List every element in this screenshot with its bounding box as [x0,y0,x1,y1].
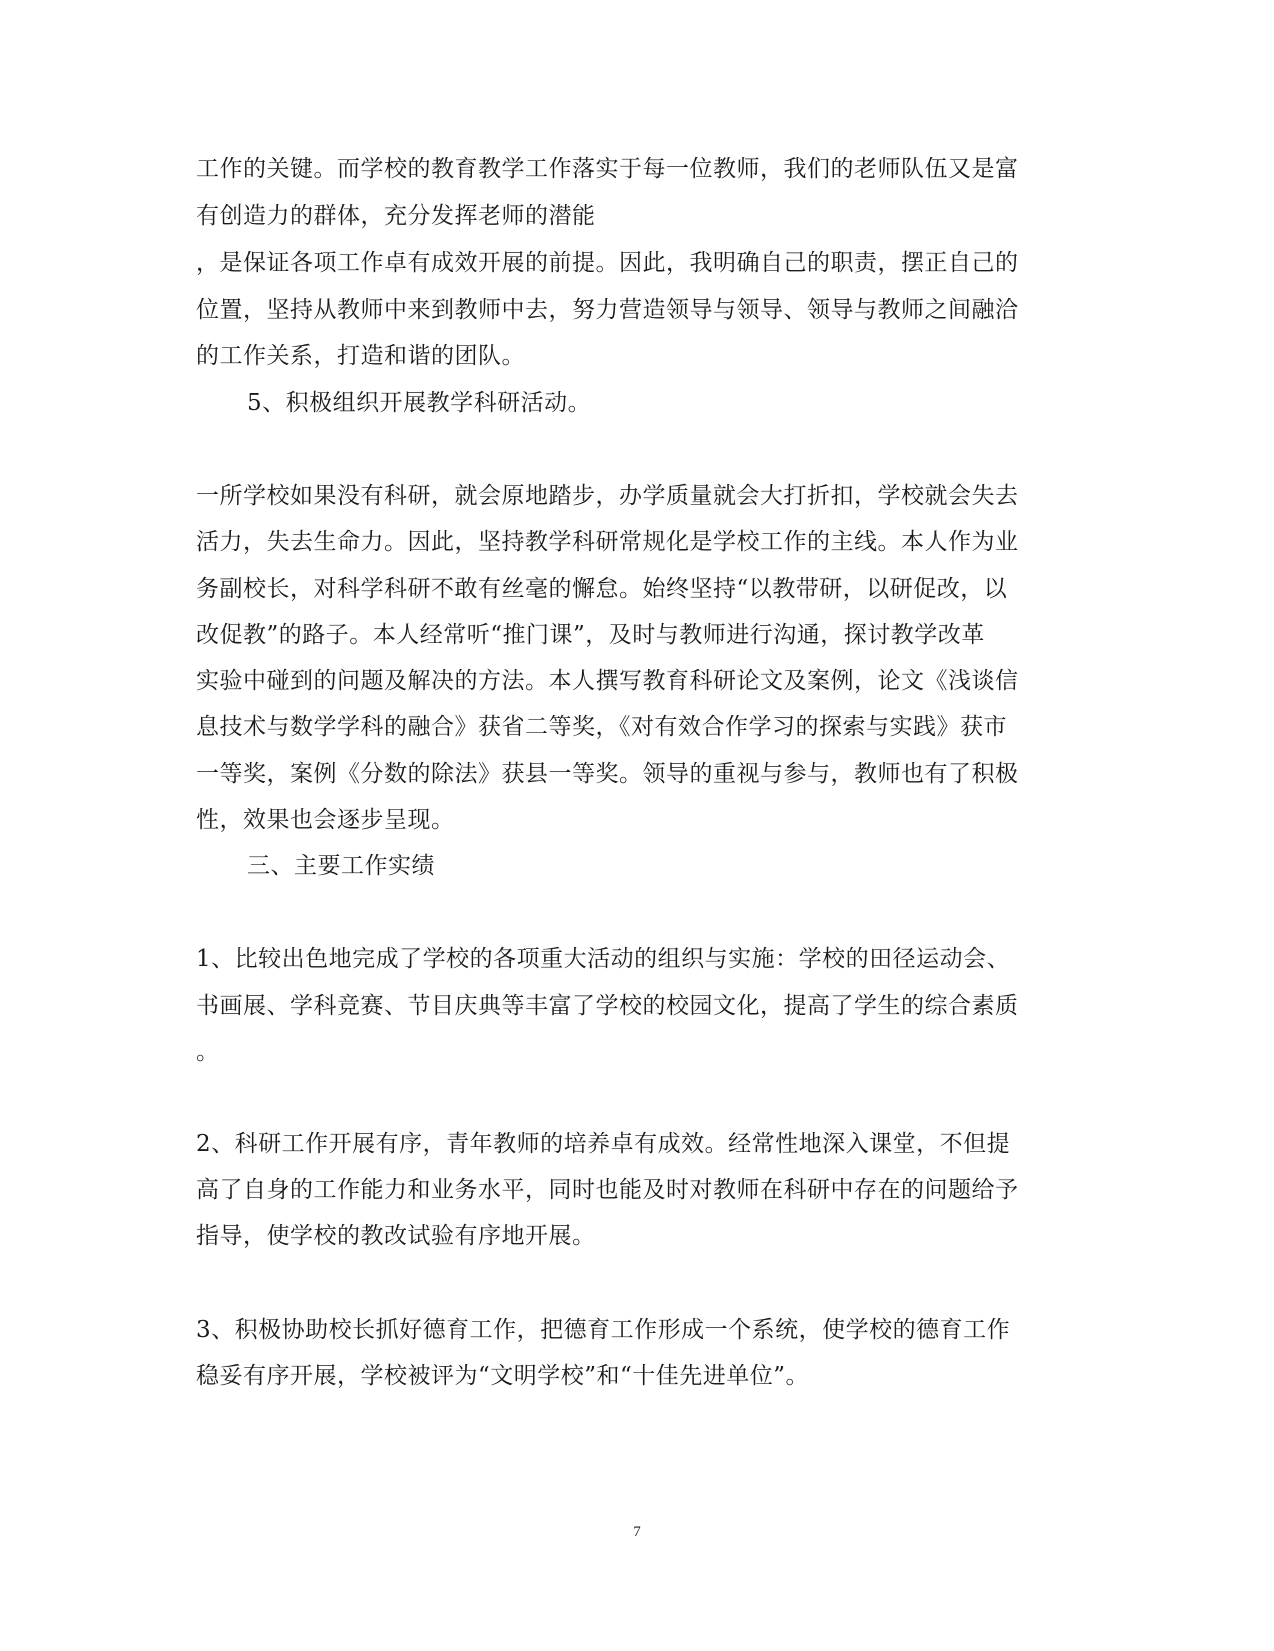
text-line: 改促教”的路子。本人经常听“推门课”，及时与教师进行沟通，探讨教学改革 [196,622,985,648]
text-line: ，是保证各项工作卓有成效开展的前提。因此，我明确自己的职责，摆正自己的 [196,250,1019,276]
text-line: 1、比较出色地完成了学校的各项重大活动的组织与实施：学校的田径运动会、 [196,946,1011,972]
text-line: 性，效果也会逐步呈现。 [196,807,455,833]
text-line: 位置，坚持从教师中来到教师中去，努力营造领导与领导、领导与教师之间融洽 [196,297,1019,323]
text-line: 息技术与数学学科的融合》获省二等奖，《对有效合作学习的探索与实践》获市 [196,714,1007,740]
section-heading: 三、主要工作实绩 [247,853,435,879]
text-line: 2、科研工作开展有序，青年教师的培养卓有成效。经常性地深入课堂，不但提 [196,1131,1011,1157]
text-line: 工作的关键。而学校的教育教学工作落实于每一位教师，我们的老师队伍又是富 [196,156,1019,182]
section-heading: 5、积极组织开展教学科研活动。 [247,390,592,416]
text-line: 稳妥有序开展，学校被评为“文明学校”和“十佳先进单位”。 [196,1363,810,1389]
text-line: 务副校长，对科学科研不敢有丝毫的懈怠。始终坚持“以教带研，以研促改，以 [196,576,1008,602]
text-line: 的工作关系，打造和谐的团队。 [196,343,525,369]
text-line: 有创造力的群体，充分发挥老师的潜能 [196,203,596,229]
text-line: 。 [196,1039,220,1065]
text-line: 指导，使学校的教改试验有序地开展。 [196,1223,596,1249]
page-number: 7 [633,1524,641,1540]
text-line: 3、积极协助校长抓好德育工作，把德育工作形成一个系统，使学校的德育工作 [196,1317,1011,1343]
text-line: 活力，失去生命力。因此，坚持教学科研常规化是学校工作的主线。本人作为业 [196,529,1019,555]
text-line: 书画展、学科竞赛、节目庆典等丰富了学校的校园文化，提高了学生的综合素质 [196,993,1019,1019]
text-line: 高了自身的工作能力和业务水平，同时也能及时对教师在科研中存在的问题给予 [196,1177,1019,1203]
text-line: 实验中碰到的问题及解决的方法。本人撰写教育科研论文及案例，论文《浅谈信 [196,668,1019,694]
text-line: 一等奖，案例《分数的除法》获县一等奖。领导的重视与参与，教师也有了积极 [196,761,1019,787]
text-line: 一所学校如果没有科研，就会原地踏步，办学质量就会大打折扣，学校就会失去 [196,483,1019,509]
